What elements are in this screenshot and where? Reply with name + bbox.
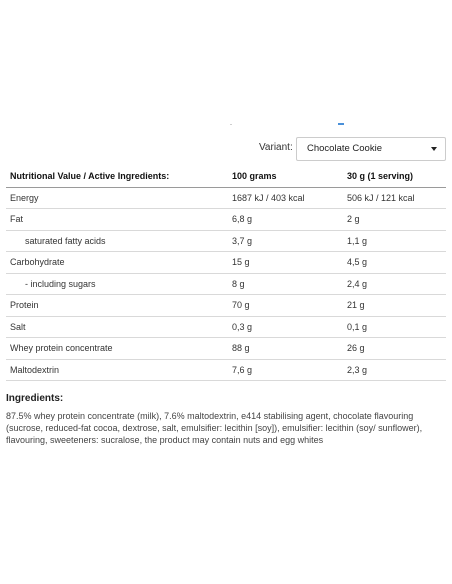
column-header-nutrient: Nutritional Value / Active Ingredients: (6, 166, 228, 187)
column-header-per-100g: 100 grams (228, 166, 343, 187)
variant-dropdown[interactable] (296, 137, 446, 161)
value-per-serving: 4,5 g (343, 252, 446, 274)
value-per-100g: 0,3 g (228, 316, 343, 338)
value-per-serving: 506 kJ / 121 kcal (343, 187, 446, 209)
nutrition-table (6, 166, 446, 381)
gallery-dot[interactable] (230, 124, 232, 125)
column-header-per-serving: 30 g (1 serving) (343, 166, 446, 187)
value-per-100g: 7,6 g (228, 359, 343, 381)
nutrient-name: Carbohydrate (6, 252, 228, 274)
table-row (6, 252, 446, 274)
value-per-serving: 2,4 g (343, 273, 446, 295)
value-per-100g: 70 g (228, 295, 343, 317)
nutrient-name: Energy (6, 187, 228, 209)
nutrient-name: Maltodextrin (6, 359, 228, 381)
table-row (6, 209, 446, 231)
ingredients-heading: Ingredients: (6, 393, 64, 404)
variant-selected-value: Chocolate Cookie (307, 143, 382, 154)
nutrient-name: Protein (6, 295, 228, 317)
table-header-row (6, 166, 446, 187)
value-per-100g: 1687 kJ / 403 kcal (228, 187, 343, 209)
value-per-serving: 2,3 g (343, 359, 446, 381)
gallery-dot-active[interactable] (338, 123, 344, 125)
table-row (6, 338, 446, 360)
value-per-serving: 0,1 g (343, 316, 446, 338)
nutrient-name: Salt (6, 316, 228, 338)
table-row (6, 359, 446, 381)
table-row (6, 187, 446, 209)
chevron-down-icon (431, 147, 437, 151)
value-per-serving: 26 g (343, 338, 446, 360)
nutrient-name: Fat (6, 209, 228, 231)
variant-label: Variant: (259, 142, 293, 153)
table-row (6, 230, 446, 252)
value-per-100g: 15 g (228, 252, 343, 274)
value-per-100g: 6,8 g (228, 209, 343, 231)
variant-selector (259, 137, 446, 161)
value-per-serving: 21 g (343, 295, 446, 317)
nutrient-name: - including sugars (6, 273, 228, 295)
table-row (6, 273, 446, 295)
nutrient-name: Whey protein concentrate (6, 338, 228, 360)
table-row (6, 316, 446, 338)
value-per-100g: 3,7 g (228, 230, 343, 252)
value-per-serving: 2 g (343, 209, 446, 231)
table-row (6, 295, 446, 317)
nutrient-name: saturated fatty acids (6, 230, 228, 252)
value-per-100g: 88 g (228, 338, 343, 360)
value-per-100g: 8 g (228, 273, 343, 295)
image-gallery-indicators (0, 123, 452, 127)
value-per-serving: 1,1 g (343, 230, 446, 252)
ingredients-text: 87.5% whey protein concentrate (milk), 7.6% maltodextrin, e414 stabilising agent, chocolate flavouring (sucrose, reduced-fat cocoa, dextrose, salt, emulsifier: lecithin [soy]), emulsifier: lecithin (soy/ sunflower), flavouring, sweeteners: sucralose, the product may contain nuts and egg whites (6, 411, 423, 445)
